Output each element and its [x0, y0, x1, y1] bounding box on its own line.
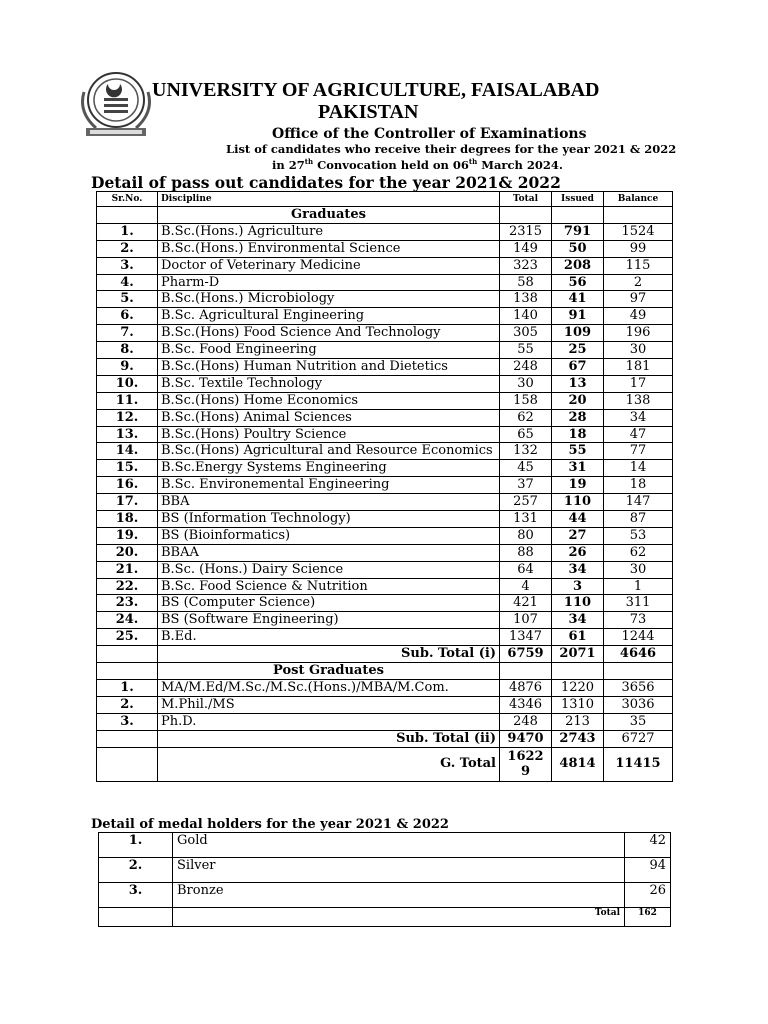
discipline-cell: B.Sc. (Hons.) Dairy Science	[158, 561, 500, 578]
sr-no-cell: 22.	[97, 578, 158, 595]
medal-type: Silver	[173, 858, 625, 883]
total-cell: 131	[500, 511, 552, 528]
issued-cell: 213	[552, 713, 604, 730]
issued-cell: 67	[552, 359, 604, 376]
issued-cell: 208	[552, 257, 604, 274]
issued-cell: 28	[552, 409, 604, 426]
sr-no-cell: 20.	[97, 544, 158, 561]
header-balance: Balance	[604, 192, 673, 207]
total-cell: 248	[500, 713, 552, 730]
balance-cell: 62	[604, 544, 673, 561]
total-cell: 30	[500, 375, 552, 392]
graduate-row	[97, 291, 673, 308]
total-cell: 305	[500, 325, 552, 342]
total-cell: 4	[500, 578, 552, 595]
graduate-row	[97, 544, 673, 561]
discipline-cell: BS (Information Technology)	[158, 511, 500, 528]
postgrad-label: Post Graduates	[158, 663, 500, 680]
discipline-cell: M.Phil./MS	[158, 696, 500, 713]
graduate-row	[97, 223, 673, 240]
table-header-row	[97, 192, 673, 207]
discipline-cell: BBAA	[158, 544, 500, 561]
medal-count: 42	[625, 833, 671, 858]
total-cell: 138	[500, 291, 552, 308]
graduate-row	[97, 443, 673, 460]
medal-sr-no: 2.	[99, 858, 173, 883]
balance-cell: 2	[604, 274, 673, 291]
medal-total-value: 162	[625, 908, 671, 927]
subtotal-1-row	[97, 646, 673, 663]
discipline-cell: B.Sc.(Hons) Human Nutrition and Dietetics	[158, 359, 500, 376]
balance-cell: 35	[604, 713, 673, 730]
balance-cell: 17	[604, 375, 673, 392]
sr-no-cell: 3.	[97, 257, 158, 274]
total-cell: 37	[500, 477, 552, 494]
balance-cell: 47	[604, 426, 673, 443]
graduate-row	[97, 595, 673, 612]
issued-cell: 20	[552, 392, 604, 409]
sr-no-cell: 25.	[97, 629, 158, 646]
medal-sr-no: 3.	[99, 883, 173, 908]
total-cell: 80	[500, 527, 552, 544]
sr-no-cell: 23.	[97, 595, 158, 612]
balance-cell: 87	[604, 511, 673, 528]
graduate-row	[97, 359, 673, 376]
total-cell: 421	[500, 595, 552, 612]
discipline-cell: B.Sc.(Hons) Agricultural and Resource Economics	[158, 443, 500, 460]
header-discipline: Discipline	[158, 192, 500, 207]
subtotal-2-row	[97, 730, 673, 747]
postgrad-row	[97, 696, 673, 713]
subtotal-1-balance: 4646	[604, 646, 673, 663]
balance-cell: 77	[604, 443, 673, 460]
sr-no-cell: 2.	[97, 240, 158, 257]
discipline-cell: B.Sc.Energy Systems Engineering	[158, 460, 500, 477]
pass-out-table	[96, 191, 673, 782]
balance-cell: 1	[604, 578, 673, 595]
issued-cell: 19	[552, 477, 604, 494]
discipline-cell: B.Sc.(Hons.) Environmental Science	[158, 240, 500, 257]
graduate-row	[97, 409, 673, 426]
medal-total-label: Total	[173, 908, 625, 927]
sr-no-cell: 1.	[97, 223, 158, 240]
balance-cell: 196	[604, 325, 673, 342]
graduate-row	[97, 342, 673, 359]
sr-no-cell: 2.	[97, 696, 158, 713]
sr-no-cell: 12.	[97, 409, 158, 426]
sr-no-cell: 13.	[97, 426, 158, 443]
balance-cell: 73	[604, 612, 673, 629]
graduate-row	[97, 426, 673, 443]
sr-no-cell: 9.	[97, 359, 158, 376]
subtotal-1-total: 6759	[500, 646, 552, 663]
balance-cell: 1244	[604, 629, 673, 646]
graduate-row	[97, 257, 673, 274]
balance-cell: 1524	[604, 223, 673, 240]
sr-no-cell: 18.	[97, 511, 158, 528]
grand-total-total: 16229	[500, 747, 552, 781]
sr-no-cell: 11.	[97, 392, 158, 409]
issued-cell: 110	[552, 595, 604, 612]
discipline-cell: B.Sc.(Hons.) Microbiology	[158, 291, 500, 308]
sr-no-cell: 21.	[97, 561, 158, 578]
graduate-row	[97, 494, 673, 511]
medal-title: Detail of medal holders for the year 2021 & 2022	[91, 817, 449, 832]
total-cell: 140	[500, 308, 552, 325]
graduate-row	[97, 375, 673, 392]
total-cell: 107	[500, 612, 552, 629]
balance-cell: 14	[604, 460, 673, 477]
sr-no-cell: 8.	[97, 342, 158, 359]
balance-cell: 3036	[604, 696, 673, 713]
total-cell: 88	[500, 544, 552, 561]
discipline-cell: Ph.D.	[158, 713, 500, 730]
total-cell: 65	[500, 426, 552, 443]
total-cell: 45	[500, 460, 552, 477]
total-cell: 1347	[500, 629, 552, 646]
total-cell: 62	[500, 409, 552, 426]
university-logo	[78, 70, 154, 140]
pass-out-title: Detail of pass out candidates for the year 2021& 2022	[91, 173, 561, 192]
balance-cell: 97	[604, 291, 673, 308]
subtotal-2-issued: 2743	[552, 730, 604, 747]
sr-no-cell: 15.	[97, 460, 158, 477]
balance-cell: 18	[604, 477, 673, 494]
medal-total-row	[99, 908, 671, 927]
balance-cell: 138	[604, 392, 673, 409]
subtotal-2-label: Sub. Total (ii)	[158, 730, 500, 747]
balance-cell: 99	[604, 240, 673, 257]
balance-cell: 311	[604, 595, 673, 612]
discipline-cell: B.Sc.(Hons) Animal Sciences	[158, 409, 500, 426]
discipline-cell: BBA	[158, 494, 500, 511]
issued-cell: 55	[552, 443, 604, 460]
issued-cell: 18	[552, 426, 604, 443]
header-total: Total	[500, 192, 552, 207]
total-cell: 132	[500, 443, 552, 460]
discipline-cell: B.Sc. Food Science & Nutrition	[158, 578, 500, 595]
header-srno: Sr.No.	[97, 192, 158, 207]
discipline-cell: B.Sc. Food Engineering	[158, 342, 500, 359]
sr-no-cell: 14.	[97, 443, 158, 460]
medal-type: Gold	[173, 833, 625, 858]
discipline-cell: B.Sc.(Hons) Food Science And Technology	[158, 325, 500, 342]
graduate-row	[97, 578, 673, 595]
issued-cell: 56	[552, 274, 604, 291]
balance-cell: 30	[604, 342, 673, 359]
medal-row	[99, 858, 671, 883]
subtotal-2-balance: 6727	[604, 730, 673, 747]
subtotal-1-label: Sub. Total (i)	[158, 646, 500, 663]
discipline-cell: BS (Bioinformatics)	[158, 527, 500, 544]
total-cell: 64	[500, 561, 552, 578]
subtotal-2-total: 9470	[500, 730, 552, 747]
total-cell: 4346	[500, 696, 552, 713]
issued-cell: 34	[552, 561, 604, 578]
issued-cell: 26	[552, 544, 604, 561]
balance-cell: 115	[604, 257, 673, 274]
medal-row	[99, 883, 671, 908]
sr-no-cell: 10.	[97, 375, 158, 392]
balance-cell: 49	[604, 308, 673, 325]
balance-cell: 181	[604, 359, 673, 376]
issued-cell: 13	[552, 375, 604, 392]
sr-no-cell: 3.	[97, 713, 158, 730]
subtotal-1-issued: 2071	[552, 646, 604, 663]
total-cell: 323	[500, 257, 552, 274]
sr-no-cell: 5.	[97, 291, 158, 308]
grand-total-balance: 11415	[604, 747, 673, 781]
issued-cell: 31	[552, 460, 604, 477]
issued-cell: 50	[552, 240, 604, 257]
discipline-cell: B.Sc. Agricultural Engineering	[158, 308, 500, 325]
discipline-cell: BS (Software Engineering)	[158, 612, 500, 629]
issued-cell: 1220	[552, 679, 604, 696]
issued-cell: 91	[552, 308, 604, 325]
issued-cell: 44	[552, 511, 604, 528]
postgrad-section-row	[97, 663, 673, 680]
total-cell: 4876	[500, 679, 552, 696]
sr-no-cell: 17.	[97, 494, 158, 511]
medal-type: Bronze	[173, 883, 625, 908]
total-cell: 55	[500, 342, 552, 359]
medal-sr-no: 1.	[99, 833, 173, 858]
graduate-row	[97, 392, 673, 409]
discipline-cell: Doctor of Veterinary Medicine	[158, 257, 500, 274]
sr-no-cell: 16.	[97, 477, 158, 494]
country-title: PAKISTAN	[318, 101, 419, 123]
university-title: UNIVERSITY OF AGRICULTURE, FAISALABAD	[152, 79, 600, 101]
issued-cell: 3	[552, 578, 604, 595]
issued-cell: 27	[552, 527, 604, 544]
discipline-cell: Pharm-D	[158, 274, 500, 291]
graduate-row	[97, 561, 673, 578]
graduate-row	[97, 460, 673, 477]
medal-count: 94	[625, 858, 671, 883]
total-cell: 149	[500, 240, 552, 257]
office-title: Office of the Controller of Examinations	[272, 126, 587, 142]
issued-cell: 791	[552, 223, 604, 240]
graduate-row	[97, 308, 673, 325]
issued-cell: 41	[552, 291, 604, 308]
graduate-row	[97, 477, 673, 494]
issued-cell: 109	[552, 325, 604, 342]
issued-cell: 1310	[552, 696, 604, 713]
discipline-cell: B.Sc.(Hons) Home Economics	[158, 392, 500, 409]
graduate-row	[97, 629, 673, 646]
graduate-row	[97, 274, 673, 291]
issued-cell: 61	[552, 629, 604, 646]
balance-cell: 147	[604, 494, 673, 511]
issued-cell: 34	[552, 612, 604, 629]
graduate-row	[97, 527, 673, 544]
graduates-section-row	[97, 207, 673, 224]
discipline-cell: B.Sc.(Hons) Poultry Science	[158, 426, 500, 443]
sr-no-cell: 1.	[97, 679, 158, 696]
grand-total-issued: 4814	[552, 747, 604, 781]
graduates-label: Graduates	[158, 207, 500, 224]
sr-no-cell: 6.	[97, 308, 158, 325]
discipline-cell: B.Sc. Textile Technology	[158, 375, 500, 392]
graduate-row	[97, 612, 673, 629]
list-description: List of candidates who receive their degrees for the year 2021 & 2022	[226, 142, 677, 156]
medal-row	[99, 833, 671, 858]
balance-cell: 53	[604, 527, 673, 544]
total-cell: 248	[500, 359, 552, 376]
medal-count: 26	[625, 883, 671, 908]
medal-table	[98, 832, 671, 927]
balance-cell: 30	[604, 561, 673, 578]
total-cell: 158	[500, 392, 552, 409]
discipline-cell: B.Sc.(Hons.) Agriculture	[158, 223, 500, 240]
discipline-cell: B.Sc. Environemental Engineering	[158, 477, 500, 494]
total-cell: 2315	[500, 223, 552, 240]
total-cell: 58	[500, 274, 552, 291]
total-cell: 257	[500, 494, 552, 511]
discipline-cell: MA/M.Ed/M.Sc./M.Sc.(Hons.)/MBA/M.Com.	[158, 679, 500, 696]
sr-no-cell: 19.	[97, 527, 158, 544]
sr-no-cell: 7.	[97, 325, 158, 342]
graduate-row	[97, 240, 673, 257]
postgrad-row	[97, 679, 673, 696]
sr-no-cell: 4.	[97, 274, 158, 291]
issued-cell: 25	[552, 342, 604, 359]
convocation-line: in 27th Convocation held on 06th March 2024.	[272, 157, 563, 172]
header-issued: Issued	[552, 192, 604, 207]
discipline-cell: BS (Computer Science)	[158, 595, 500, 612]
balance-cell: 3656	[604, 679, 673, 696]
sr-no-cell: 24.	[97, 612, 158, 629]
balance-cell: 34	[604, 409, 673, 426]
discipline-cell: B.Ed.	[158, 629, 500, 646]
issued-cell: 110	[552, 494, 604, 511]
graduate-row	[97, 511, 673, 528]
grand-total-label: G. Total	[158, 747, 500, 781]
postgrad-row	[97, 713, 673, 730]
graduate-row	[97, 325, 673, 342]
grand-total-row	[97, 747, 673, 781]
